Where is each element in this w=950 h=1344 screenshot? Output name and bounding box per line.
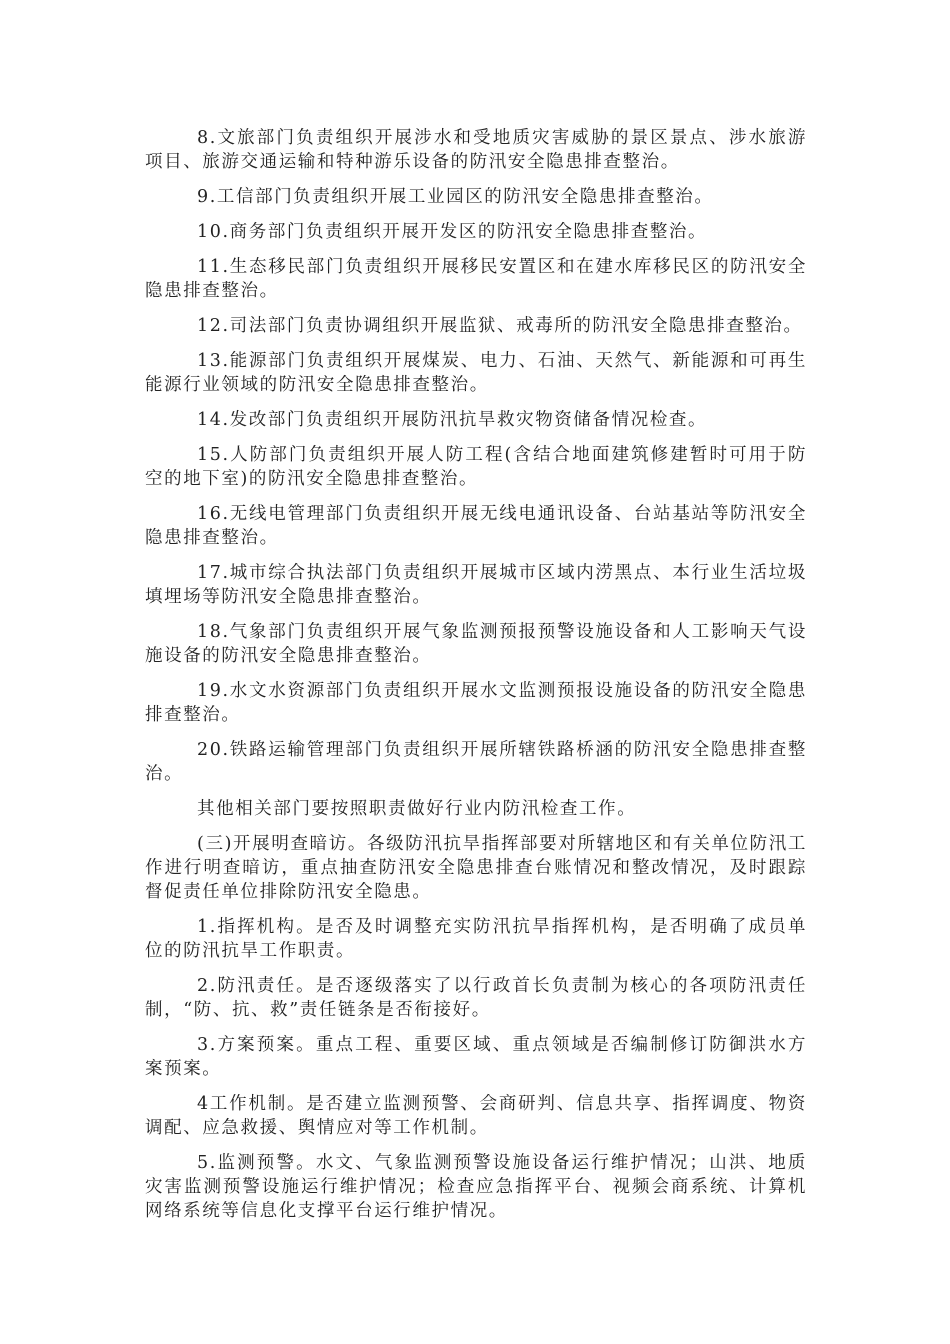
document-body <box>145 126 807 1234</box>
paragraph-check-3-plans: 3.方案预案。重点工程、重要区域、重点领域是否编制修订防御洪水方案预案。 <box>145 1035 807 1079</box>
paragraph-other-departments: 其他相关部门要按照职责做好行业内防汛检查工作。 <box>197 799 637 819</box>
paragraph-item-20-railway: 20.铁路运输管理部门负责组织开展所辖铁路桥涵的防汛安全隐患排查整治。 <box>145 740 807 784</box>
section-heading-inspection: (三)开展明查暗访。各级防汛抗旱指挥部要对所辖地区和有关单位防汛工作进行明查暗访，重点抽查防汛安全隐患排查台账情况和整改情况，及时跟踪督促责任单位排除防汛安全隐患。 <box>145 834 807 902</box>
paragraph-item-15-civil-defense: 15.人防部门负责组织开展人防工程(含结合地面建筑修建暂时可用于防空的地下室)的防汛安全隐患排查整治。 <box>145 445 807 489</box>
paragraph-item-18-meteorology: 18.气象部门负责组织开展气象监测预报预警设施设备和人工影响天气设施设备的防汛安全隐患排查整治。 <box>145 622 807 666</box>
paragraph-item-16-radio: 16.无线电管理部门负责组织开展无线电通讯设备、台站基站等防汛安全隐患排查整治。 <box>145 504 807 548</box>
paragraph-item-17-urban-enforcement: 17.城市综合执法部门负责组织开展城市区域内涝黑点、本行业生活垃圾填埋场等防汛安全隐患排查整治。 <box>145 563 807 607</box>
paragraph-item-19-hydrology: 19.水文水资源部门负责组织开展水文监测预报设施设备的防汛安全隐患排查整治。 <box>145 681 807 725</box>
paragraph-item-9-industry: 9.工信部门负责组织开展工业园区的防汛安全隐患排查整治。 <box>197 187 714 207</box>
paragraph-item-10-commerce: 10.商务部门负责组织开展开发区的防汛安全隐患排查整治。 <box>197 222 708 242</box>
paragraph-item-8-culture-tourism: 8.文旅部门负责组织开展涉水和受地质灾害威胁的景区景点、涉水旅游项目、旅游交通运输和特种游乐设备的防汛安全隐患排查整治。 <box>145 128 807 172</box>
paragraph-check-1-command: 1.指挥机构。是否及时调整充实防汛抗旱指挥机构，是否明确了成员单位的防汛抗旱工作职责。 <box>145 917 807 961</box>
paragraph-item-12-justice: 12.司法部门负责协调组织开展监狱、戒毒所的防汛安全隐患排查整治。 <box>197 316 803 336</box>
paragraph-check-4-mechanism: 4工作机制。是否建立监测预警、会商研判、信息共享、指挥调度、物资调配、应急救援、舆情应对等工作机制。 <box>145 1094 807 1138</box>
paragraph-check-2-responsibility: 2.防汛责任。是否逐级落实了以行政首长负责制为核心的各项防汛责任制，“防、抗、救”责任链条是否衔接好。 <box>145 976 807 1020</box>
paragraph-item-14-development-reform: 14.发改部门负责组织开展防汛抗旱救灾物资储备情况检查。 <box>197 410 708 430</box>
paragraph-item-11-resettlement: 11.生态移民部门负责组织开展移民安置区和在建水库移民区的防汛安全隐患排查整治。 <box>145 257 807 301</box>
paragraph-item-13-energy: 13.能源部门负责组织开展煤炭、电力、石油、天然气、新能源和可再生能源行业领域的防汛安全隐患排查整治。 <box>145 351 807 395</box>
paragraph-check-5-monitoring: 5.监测预警。水文、气象监测预警设施设备运行维护情况；山洪、地质灾害监测预警设施运行维护情况；检查应急指挥平台、视频会商系统、计算机网络系统等信息化支撑平台运行维护情况。 <box>145 1153 807 1221</box>
